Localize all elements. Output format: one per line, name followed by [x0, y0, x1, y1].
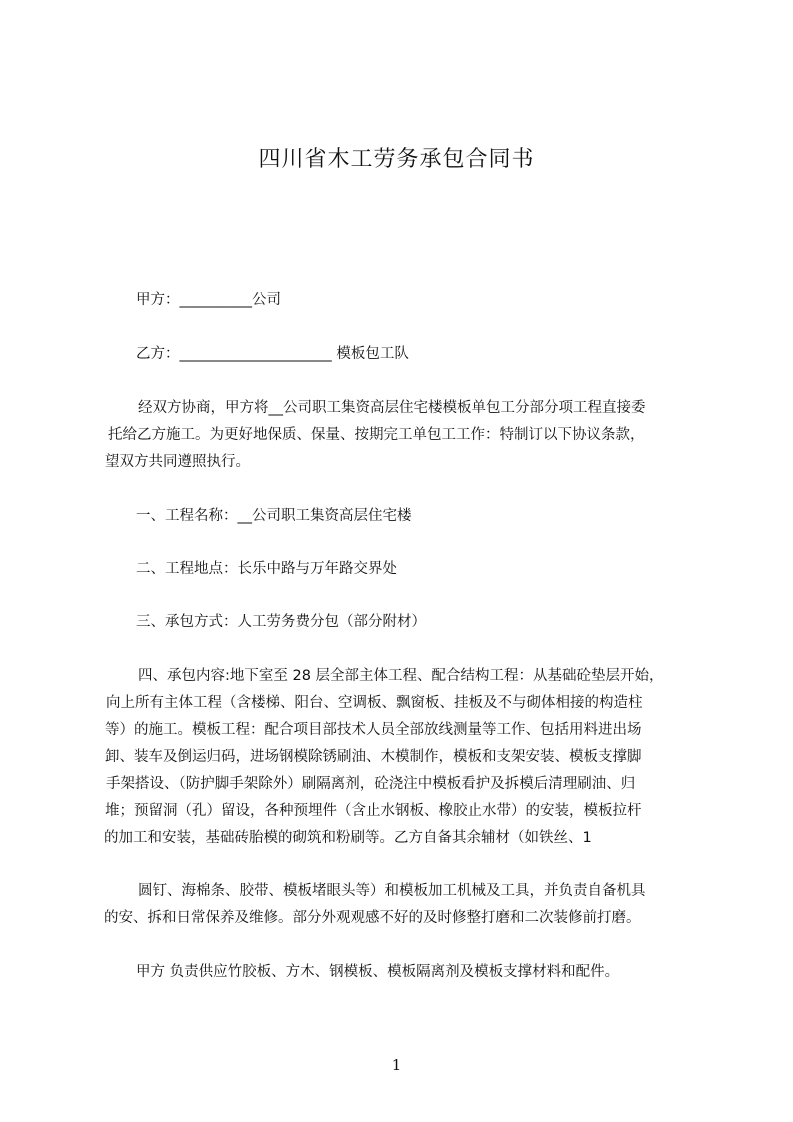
scope-cont-line-2: 的安、拆和日常保养及维修。部分外观观感不好的及时修整打磨和二次装修前打磨。	[104, 910, 641, 926]
clause-scope-line-2: 向上所有主体工程（含楼梯、阳台、空调板、飘窗板、挂板及不与砌体相接的构造柱	[106, 695, 643, 711]
clause-project-name: 一、工程名称：__公司职工集资高层住宅楼	[136, 508, 412, 524]
page-number: 1	[391, 1056, 402, 1074]
intro-line-2: 托给乙方施工。为更好地保质、保量、按期完工单包工工作：特制订以下协议条款，	[108, 427, 645, 443]
clause-scope-line-3: 等）的施工。模板工程：配合项目部技术人员全部放线测量等工作、包括用料进出场	[105, 722, 642, 738]
clause-project-location: 二、工程地点：长乐中路与万年路交界处	[136, 561, 397, 577]
clause-scope-line-6: 堆；预留洞（孔）留设，各种预埋件（含止水钢板、橡胶止水带）的安装，模板拉杆	[105, 803, 642, 819]
intro-line-1: 经双方协商，甲方将__公司职工集资高层住宅楼模板单包工分部分项工程直接委	[138, 400, 646, 416]
clause-scope-line-7: 的加工和安装，基础砖胎模的砌筑和粉刷等。乙方自备其余辅材（如铁丝、1	[104, 830, 592, 846]
intro-line-3: 望双方共同遵照执行。	[105, 454, 250, 470]
clause-scope-line-5: 手架搭设、（防护脚手架除外）刷隔离剂，砼浇注中模板看护及拆模后清理刷油、归	[106, 776, 636, 792]
document-title: 四川省木工劳务承包合同书	[258, 147, 535, 172]
party-b-line: 乙方：_____________________ 模板包工队	[136, 346, 409, 362]
scope-cont-line-1: 圆钉、海棉条、胶带、模板堵眼头等）和模板加工机械及工具，并负责自备机具	[138, 883, 646, 899]
clause-scope-line-1: 四、承包内容:地下室至 28 层全部主体工程、配合结构工程：从基础砼垫层开始，	[138, 668, 664, 684]
clause-contract-method: 三、承包方式：人工劳务费分包（部分附材）	[136, 614, 426, 630]
party-a-line: 甲方：__________公司	[136, 292, 281, 308]
party-a-supply-line: 甲方 负责供应竹胶板、方木、钢模板、模板隔离剂及模板支撑材料和配件。	[136, 964, 620, 980]
clause-scope-line-4: 卸、装车及倒运归码，进场钢模除锈刷油、木模制作，模板和支架安装、模板支撑脚	[105, 749, 642, 765]
